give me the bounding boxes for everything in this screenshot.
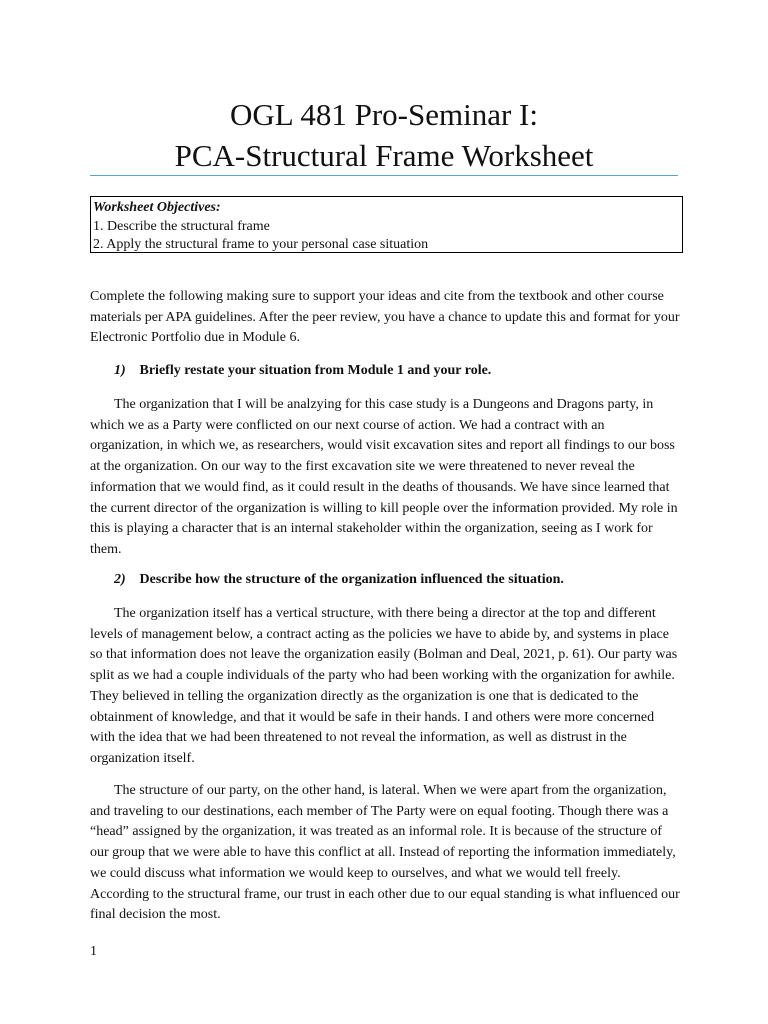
page-title-line-1: OGL 481 Pro-Seminar I:: [230, 97, 538, 132]
page-title-line-2: PCA-Structural Frame Worksheet: [174, 138, 594, 173]
question-2-text: Describe how the structure of the organization influenced the situation.: [139, 572, 564, 587]
question-1: [114, 361, 491, 381]
objective-item-1: 1. Describe the structural frame: [93, 218, 270, 234]
intro-paragraph: Complete the following making sure to support your ideas and cite from the textbook and other course materials per APA guidelines. After the peer review, you have a chance to update this and format for your Electronic Portfolio due in Module 6.: [90, 289, 680, 346]
question-1-text: Briefly restate your situation from Module 1 and your role.: [139, 363, 492, 378]
answer-2-paragraph-2: The structure of our party, on the other hand, is lateral. When we were apart from the organization, and traveling to our destinations, each member of The Party were on equal footing. Though there was a “head” assigned by the organization, it was treated as an informal role. It is because of the structure of our group that we were able to have this conflict at all. Instead of reporting the information immediately, we could discuss what information we would keep to ourselves, and what we would tell freely. According to the structural frame, our trust in each other due to our equal standing is what influenced our final decision the most.: [90, 783, 680, 923]
title-divider: [90, 175, 678, 176]
page-number: 1: [90, 944, 97, 959]
question-2: [114, 570, 564, 590]
answer-2-paragraph-1: The organization itself has a vertical structure, with there being a director at the top and different levels of management below, a contract acting as the policies we have to abide by, and systems in place so that information does not leave the organization easily (Bolman and Deal, 2021, p. 61). Our party was split as we had a couple individuals of the party who had been working with the organization for awhile. They believed in telling the organization directly as the organization is one that is dedicated to the obtainment of knowledge, and that it would be safe in their hands. I and others were more concerned with the idea that we had been threatened to not reveal the information, as well as distrust in the organization itself.: [90, 606, 678, 766]
objective-item-2: 2. Apply the structural frame to your personal case situation: [93, 237, 429, 252]
question-2-number: 2): [114, 572, 126, 587]
objectives-box: [90, 196, 683, 253]
objectives-heading: Worksheet Objectives:: [93, 200, 221, 215]
question-1-number: 1): [114, 363, 126, 378]
answer-1-paragraph-1: The organization that I will be analzying for this case study is a Dungeons and Dragons party, in which we as a Party were conflicted on our next course of action. We had a contract with an organization, in which we, as researchers, would visit excavation sites and report all findings to our boss at the organization. On our way to the first excavation site we were threatened to never reveal the information that we would find, as it could result in the deaths of thousands. We have since learned that the current director of the organization is willing to kill people over the information provided. My role in this is playing a character that is an internal stakeholder within the organization, seeing as I work for them.: [90, 397, 678, 557]
